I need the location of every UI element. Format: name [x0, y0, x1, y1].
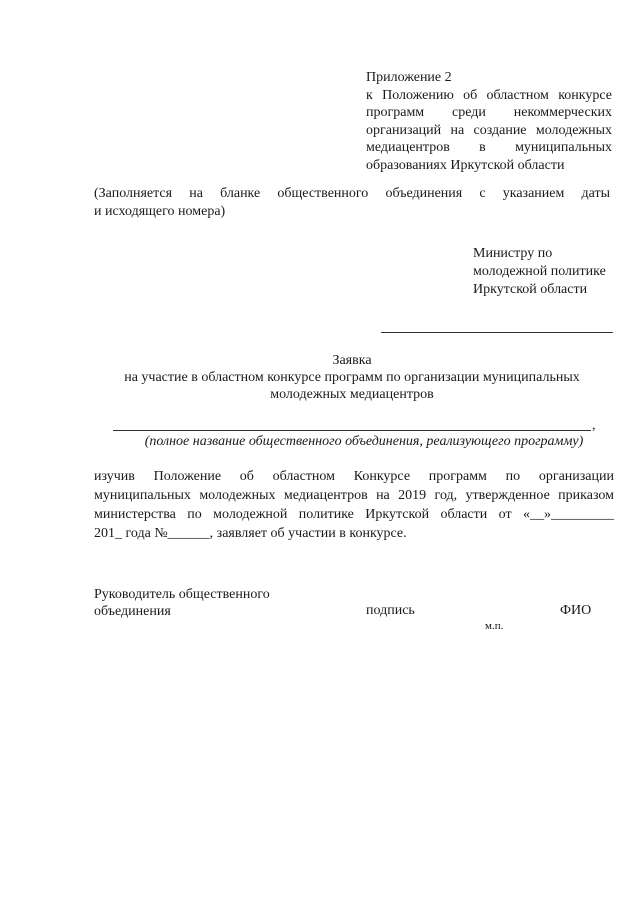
- full-name-field-label: ФИО: [560, 603, 592, 618]
- application-title: [94, 352, 610, 403]
- signatory-label: [94, 586, 270, 620]
- addressee-block: [473, 245, 623, 299]
- body-line: изучив Положение об областном Конкурсе программ по организации: [94, 469, 614, 484]
- document-subheading: молодежных медиацентров: [270, 387, 434, 402]
- body-line: муниципальных молодежных медиацентров на 2019 год, утвержденное приказом: [94, 488, 614, 503]
- fill-instruction: [94, 185, 610, 221]
- body-line: министерства по молодежной политике Иркутской области от «__»_________: [94, 507, 614, 522]
- body-line: 201_ года №______, заявляет об участии в конкурсе.: [94, 526, 407, 541]
- annex-title: Приложение 2: [366, 70, 452, 85]
- organization-comma: ,: [592, 418, 596, 433]
- signatory-label-line: Руководитель общественного: [94, 587, 270, 602]
- addressee-line: Иркутской области: [473, 282, 588, 297]
- annex-text-line: организаций на создание молодежных: [366, 122, 612, 138]
- signatory-label-line: объединения: [94, 604, 171, 619]
- addressee-line: Министру по: [473, 246, 553, 261]
- organization-name-field[interactable]: [113, 430, 591, 431]
- annex-text-line: программ среди некоммерческих: [366, 105, 612, 120]
- addressee-line: молодежной политике: [473, 264, 606, 279]
- annex-header: [366, 69, 612, 174]
- annex-text-line: медиацентров в муниципальных: [366, 140, 612, 155]
- stamp-place-label: м.п.: [485, 620, 504, 632]
- document-heading: Заявка: [332, 353, 372, 368]
- organization-name-caption: (полное название общественного объединения, реализующего программу): [144, 434, 584, 449]
- fill-instruction-line: и исходящего номера): [94, 204, 226, 219]
- annex-text-line: к Положению об областном конкурсе: [366, 87, 612, 103]
- document-subheading: на участие в областном конкурсе программ по организации муниципальных: [124, 370, 580, 385]
- fill-instruction-line: (Заполняется на бланке общественного объединения с указанием даты: [94, 186, 610, 201]
- application-body: [94, 467, 614, 543]
- sender-blank-line[interactable]: [381, 332, 613, 333]
- signature-field-label: подпись: [366, 603, 415, 618]
- annex-text-line: образованиях Иркутской области: [366, 157, 565, 173]
